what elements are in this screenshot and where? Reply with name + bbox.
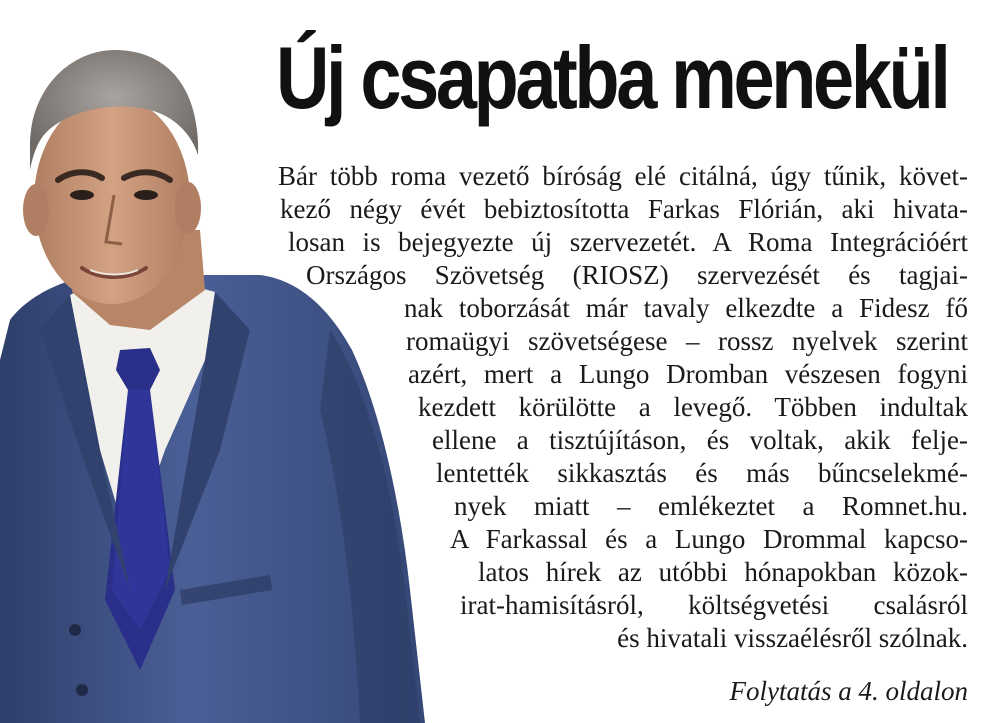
body-line: Bár több roma vezető bíróság elé citálná, úgy tűnik, követ- xyxy=(278,161,968,191)
body-line: lentették sikkasztás és más bűncselekmé- xyxy=(436,458,968,488)
body-line: kezdett körülötte a levegő. Többen indultak xyxy=(418,392,968,422)
body-line: nyek miatt – emlékeztet a Romnet.hu. xyxy=(454,491,968,521)
body-line: irat-hamisításról, költségvetési csalásról xyxy=(460,590,968,620)
body-line: kező négy évét bebiztosította Farkas Flórián, aki hivata- xyxy=(280,194,968,224)
body-line: és hivatali visszaélésről szólnak. xyxy=(617,623,968,653)
body-line: ellene a tisztújításon, és voltak, akik felje- xyxy=(432,425,968,455)
body-line: nak toborzását már tavaly elkezdte a Fidesz fő xyxy=(404,293,968,323)
body-line: Országos Szövetség (RIOSZ) szervezését és tagjai- xyxy=(306,260,968,290)
body-line: romaügyi szövetségese – rossz nyelvek szerint xyxy=(406,326,968,356)
headline: Új csapatba menekül xyxy=(276,28,948,127)
body-line: azért, mert a Lungo Dromban vészesen fogyni xyxy=(408,359,968,389)
body-line: losan is bejegyezte új szervezetét. A Roma Integrációért xyxy=(288,227,968,257)
continuation-note: Folytatás a 4. oldalon xyxy=(729,676,968,706)
body-line: latos hírek az utóbbi hónapokban közok- xyxy=(478,557,968,587)
body-line: A Farkassal és a Lungo Drommal kapcso- xyxy=(450,524,968,554)
